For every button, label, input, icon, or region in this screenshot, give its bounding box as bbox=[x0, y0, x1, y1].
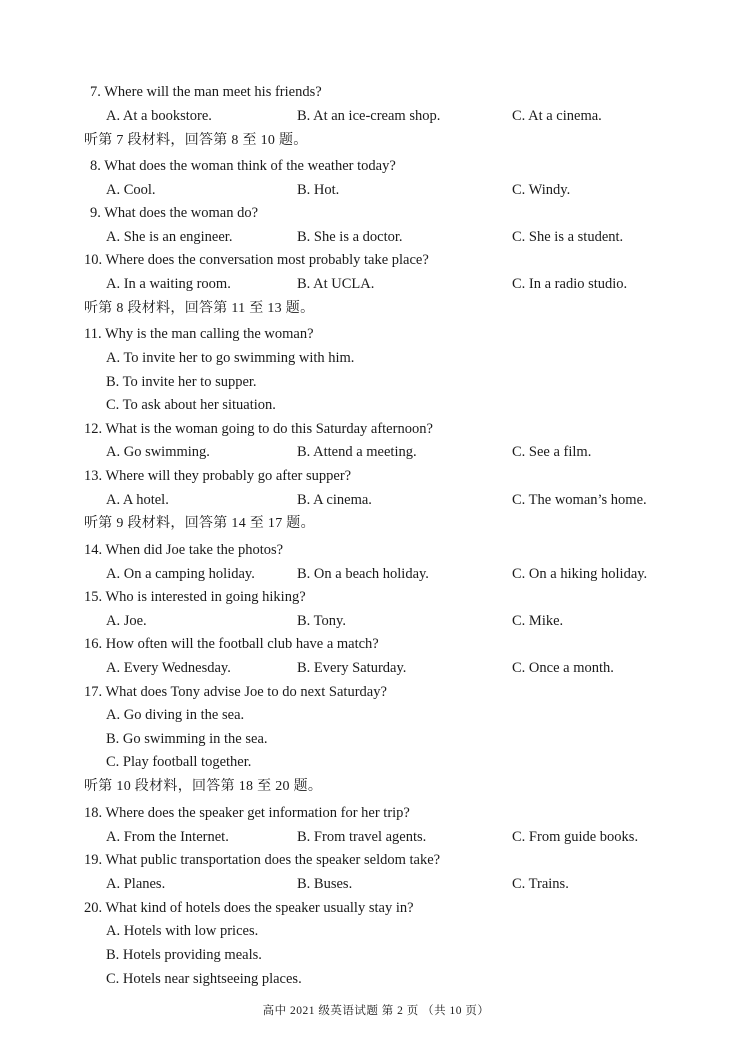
question-19-option-b: B. Buses. bbox=[297, 876, 353, 892]
question-9-option-c: C. She is a student. bbox=[512, 229, 624, 245]
question-16-option-c: C. Once a month. bbox=[512, 660, 614, 676]
question-17-option-a: A. Go diving in the sea. bbox=[106, 707, 245, 723]
question-8-option-b: B. Hot. bbox=[297, 182, 340, 198]
question-10-option-b: B. At UCLA. bbox=[297, 276, 375, 292]
section-heading-8: 听第 8 段材料，回答第 11 至 13 题。 bbox=[84, 301, 315, 316]
question-12-option-a: A. Go swimming. bbox=[106, 444, 210, 460]
question-9-option-a: A. She is an engineer. bbox=[106, 229, 233, 245]
question-7-option-b: B. At an ice-cream shop. bbox=[297, 108, 441, 124]
question-19-stem: 19. What public transportation does the speaker seldom take? bbox=[84, 852, 441, 868]
question-13-stem: 13. Where will they probably go after supper? bbox=[84, 468, 352, 484]
question-10-option-a: A. In a waiting room. bbox=[106, 276, 231, 292]
question-9-stem: 9. What does the woman do? bbox=[90, 205, 259, 221]
question-20-stem: 20. What kind of hotels does the speaker usually stay in? bbox=[84, 900, 414, 916]
question-14-stem: 14. When did Joe take the photos? bbox=[84, 542, 284, 558]
question-13-option-a: A. A hotel. bbox=[106, 492, 169, 508]
question-13-option-c: C. The woman’s home. bbox=[512, 492, 647, 508]
question-7-option-c: C. At a cinema. bbox=[512, 108, 602, 124]
question-20-option-c: C. Hotels near sightseeing places. bbox=[106, 971, 302, 987]
question-16-stem: 16. How often will the football club have a match? bbox=[84, 636, 379, 652]
question-11-option-c: C. To ask about her situation. bbox=[106, 397, 276, 413]
page-footer: 高中 2021 级英语试题 第 2 页 （共 10 页） bbox=[262, 1005, 490, 1017]
question-18-stem: 18. Where does the speaker get information for her trip? bbox=[84, 805, 410, 821]
question-17-option-c: C. Play football together. bbox=[106, 754, 252, 770]
question-12-stem: 12. What is the woman going to do this Saturday afternoon? bbox=[84, 421, 433, 437]
question-17-option-b: B. Go swimming in the sea. bbox=[106, 731, 268, 747]
question-19-option-a: A. Planes. bbox=[106, 876, 166, 892]
question-15-option-a: A. Joe. bbox=[106, 613, 147, 629]
question-11-option-a: A. To invite her to go swimming with him. bbox=[106, 350, 355, 366]
question-16-option-a: A. Every Wednesday. bbox=[106, 660, 231, 676]
question-12-option-c: C. See a film. bbox=[512, 444, 592, 460]
section-heading-7: 听第 7 段材料，回答第 8 至 10 题。 bbox=[84, 133, 308, 148]
question-18-option-b: B. From travel agents. bbox=[297, 829, 427, 845]
question-15-option-b: B. Tony. bbox=[297, 613, 346, 629]
question-19-option-c: C. Trains. bbox=[512, 876, 569, 892]
question-8-option-a: A. Cool. bbox=[106, 182, 156, 198]
question-18-option-a: A. From the Internet. bbox=[106, 829, 229, 845]
question-14-option-b: B. On a beach holiday. bbox=[297, 566, 429, 582]
question-15-option-c: C. Mike. bbox=[512, 613, 564, 629]
question-8-stem: 8. What does the woman think of the weather today? bbox=[90, 158, 396, 174]
question-16-option-b: B. Every Saturday. bbox=[297, 660, 407, 676]
question-18-option-c: C. From guide books. bbox=[512, 829, 639, 845]
section-heading-10: 听第 10 段材料，回答第 18 至 20 题。 bbox=[84, 779, 323, 794]
question-7-stem: 7. Where will the man meet his friends? bbox=[90, 84, 322, 100]
question-20-option-a: A. Hotels with low prices. bbox=[106, 923, 259, 939]
question-10-option-c: C. In a radio studio. bbox=[512, 276, 628, 292]
question-11-option-b: B. To invite her to supper. bbox=[106, 374, 257, 390]
question-20-option-b: B. Hotels providing meals. bbox=[106, 947, 262, 963]
question-14-option-c: C. On a hiking holiday. bbox=[512, 566, 648, 582]
question-17-stem: 17. What does Tony advise Joe to do next Saturday? bbox=[84, 684, 387, 700]
question-10-stem: 10. Where does the conversation most probably take place? bbox=[84, 252, 429, 268]
question-7-option-a: A. At a bookstore. bbox=[106, 108, 212, 124]
question-14-option-a: A. On a camping holiday. bbox=[106, 566, 255, 582]
question-13-option-b: B. A cinema. bbox=[297, 492, 372, 508]
question-12-option-b: B. Attend a meeting. bbox=[297, 444, 417, 460]
question-11-stem: 11. Why is the man calling the woman? bbox=[84, 326, 314, 342]
question-8-option-c: C. Windy. bbox=[512, 182, 571, 198]
section-heading-9: 听第 9 段材料，回答第 14 至 17 题。 bbox=[84, 516, 315, 531]
question-9-option-b: B. She is a doctor. bbox=[297, 229, 403, 245]
question-15-stem: 15. Who is interested in going hiking? bbox=[84, 589, 306, 605]
